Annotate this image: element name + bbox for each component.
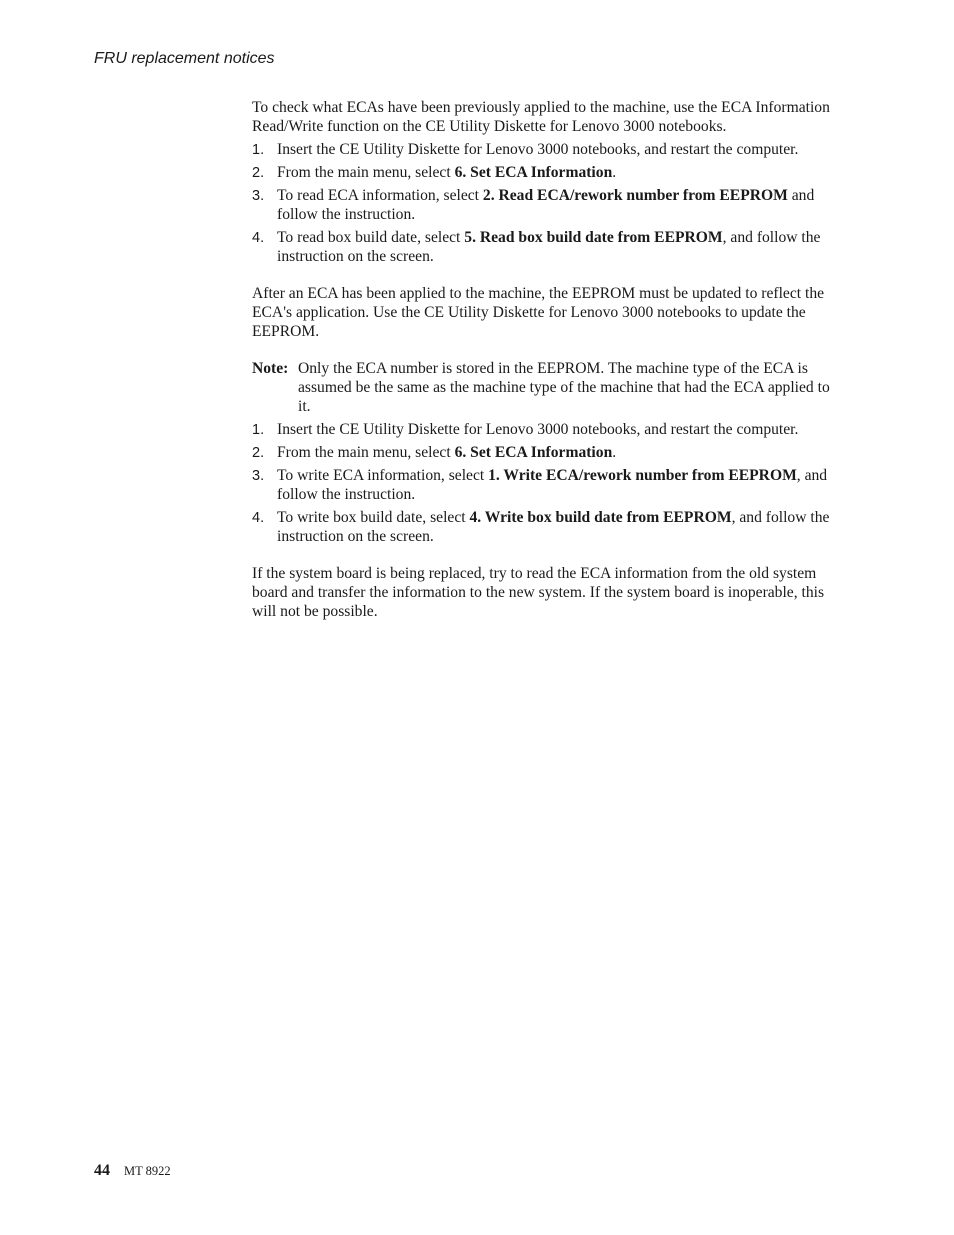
note-block [252, 359, 844, 416]
step-number: 2. [252, 165, 265, 181]
step-text-tail: , and follow the instruction on the screen. [277, 229, 821, 265]
step-text: To read box build date, select [277, 229, 465, 246]
step-text: To write box build date, select [277, 509, 470, 526]
page-content [252, 98, 844, 639]
step-option: 6. Set ECA Information [454, 444, 613, 461]
step-option: 4. Write box build date from EEPROM [469, 509, 732, 526]
step-option: 1. Write ECA/rework number from EEPROM [488, 467, 797, 484]
note-label: Note: [252, 360, 289, 377]
list-item [252, 466, 844, 504]
step-text-tail: . [612, 164, 617, 181]
list-item [252, 443, 844, 462]
step-text-tail: , and follow the instruction on the screen. [277, 509, 830, 545]
step-number: 3. [252, 468, 265, 484]
page-number: 44 [94, 1162, 110, 1179]
write-steps-list [252, 420, 844, 546]
intro-paragraph: To check what ECAs have been previously applied to the machine, use the ECA Information Read/Write function on the CE Utility Diskette for Lenovo 3000 notebooks. [252, 99, 830, 135]
running-header: FRU replacement notices [94, 50, 275, 67]
step-text: From the main menu, select [277, 444, 455, 461]
list-item [252, 508, 844, 546]
read-steps-list [252, 140, 844, 266]
step-text-tail: . [612, 444, 617, 461]
list-item [252, 228, 844, 266]
step-number: 1. [252, 142, 265, 158]
step-text: To read ECA information, select [277, 187, 483, 204]
step-text: From the main menu, select [277, 164, 455, 181]
step-number: 3. [252, 188, 265, 204]
list-item [252, 420, 844, 439]
page-footer [94, 1162, 171, 1180]
step-text-tail: and follow the instruction. [277, 187, 815, 223]
machine-type: MT 8922 [124, 1164, 171, 1178]
closing-paragraph: If the system board is being replaced, try to read the ECA information from the old system board and transfer the information to the new system. If the system board is inoperable, this will not be possible. [252, 565, 825, 620]
step-option: 2. Read ECA/rework number from EEPROM [482, 187, 788, 204]
note-text: Only the ECA number is stored in the EEPROM. The machine type of the ECA is assumed be the same as the machine type of the machine that had the ECA applied to it. [298, 360, 830, 415]
step-number: 1. [252, 422, 265, 438]
step-text: Insert the CE Utility Diskette for Lenovo 3000 notebooks, and restart the computer. [277, 421, 799, 438]
step-number: 4. [252, 510, 265, 526]
step-number: 2. [252, 445, 265, 461]
list-item [252, 186, 844, 224]
step-text: Insert the CE Utility Diskette for Lenovo 3000 notebooks, and restart the computer. [277, 141, 799, 158]
step-text-tail: , and follow the instruction. [277, 467, 828, 503]
list-item [252, 163, 844, 182]
step-option: 6. Set ECA Information [454, 164, 613, 181]
step-number: 4. [252, 230, 265, 246]
step-option: 5. Read box build date from EEPROM [464, 229, 723, 246]
update-paragraph: After an ECA has been applied to the machine, the EEPROM must be updated to reflect the ECA's application. Use the CE Utility Diskette for Lenovo 3000 notebooks to update the EEPROM. [252, 285, 825, 340]
list-item [252, 140, 844, 159]
step-text: To write ECA information, select [277, 467, 489, 484]
